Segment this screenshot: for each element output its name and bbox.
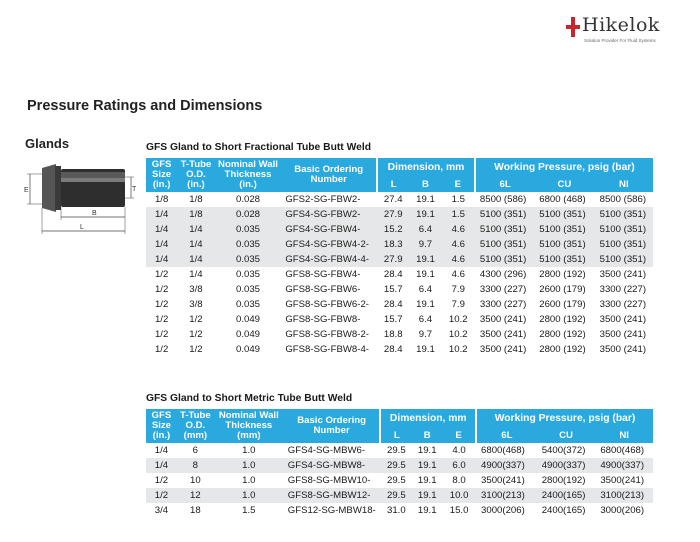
cell-l: 28.4 bbox=[383, 299, 403, 310]
cell-size: 1/4 bbox=[146, 207, 177, 222]
cell-wall: 0.035 bbox=[235, 269, 260, 280]
cell-ni: 3300 (227) bbox=[599, 284, 647, 295]
cell-b: 19.1 bbox=[416, 194, 435, 205]
header-ordering: Basic Ordering Number bbox=[284, 409, 381, 443]
cell-wall: 1.0 bbox=[214, 488, 284, 503]
cell-od: 3/8 bbox=[189, 284, 203, 295]
cell-b: 6.4 bbox=[418, 314, 433, 325]
header-wall: Nominal Wall Thickness (in.) bbox=[215, 158, 282, 192]
cell-l: 18.8 bbox=[383, 329, 403, 340]
cell-wall: 0.049 bbox=[235, 344, 260, 355]
brand-tagline: Solution Provider For Fluid Systems bbox=[584, 38, 656, 43]
header-ordering: Basic Ordering Number bbox=[281, 158, 377, 192]
cell-cu: 2400(165) bbox=[537, 488, 596, 503]
diagram-label-l: L bbox=[80, 224, 84, 231]
cell-wall: 0.035 bbox=[215, 222, 282, 237]
header-ni: NI bbox=[595, 429, 653, 443]
cell-od: 1/2 bbox=[189, 314, 203, 325]
cell-wall: 1.0 bbox=[242, 475, 256, 486]
cell-size: 1/2 bbox=[154, 299, 169, 310]
diagram-label-e: E bbox=[24, 187, 29, 194]
cell-l: 15.7 bbox=[383, 284, 403, 295]
cell-ord: GFS4-SG-FBW4-2- bbox=[281, 237, 377, 252]
cell-ni: 3500 (241) bbox=[599, 314, 647, 325]
cell-p6l: 8500 (586) bbox=[479, 194, 527, 205]
cell-ord: GFS4-SG-FBW2- bbox=[281, 207, 377, 222]
cell-od: 6 bbox=[192, 445, 199, 456]
cell-l: 15.7 bbox=[383, 314, 403, 325]
table-row bbox=[146, 312, 653, 327]
header-l: L bbox=[380, 429, 412, 443]
cell-ni: 8500 (586) bbox=[599, 194, 647, 205]
header-pressure: Working Pressure, psig (bar) bbox=[476, 409, 653, 429]
cell-p6l: 5100 (351) bbox=[475, 222, 534, 237]
cell-p6l: 6800(468) bbox=[481, 445, 525, 456]
cell-od: 1/4 bbox=[189, 269, 203, 280]
cell-l: 29.5 bbox=[387, 475, 406, 486]
cell-od: 18 bbox=[190, 505, 201, 516]
cell-size: 1/4 bbox=[146, 252, 177, 267]
cell-ni: 5100 (351) bbox=[595, 252, 653, 267]
cell-l: 28.4 bbox=[383, 344, 403, 355]
table-row bbox=[146, 267, 653, 282]
cell-size: 1/4 bbox=[154, 445, 169, 456]
header-b: B bbox=[412, 429, 442, 443]
cell-wall: 0.049 bbox=[235, 314, 260, 325]
header-pressure: Working Pressure, psig (bar) bbox=[475, 158, 653, 178]
cell-size: 1/8 bbox=[154, 194, 169, 205]
cell-p6l: 4300 (296) bbox=[479, 269, 527, 280]
header-6l: 6L bbox=[475, 178, 534, 192]
header-size: GFS Size (in.) bbox=[146, 158, 177, 192]
table-row bbox=[146, 327, 653, 342]
cell-ord: GFS4-SG-FBW4- bbox=[281, 222, 377, 237]
cell-p6l: 3300 (227) bbox=[479, 284, 527, 295]
table2-title: GFS Gland to Short Metric Tube Butt Weld bbox=[146, 393, 353, 404]
cell-od: 12 bbox=[177, 488, 214, 503]
cell-ord: GFS8-SG-MBW12- bbox=[284, 488, 381, 503]
cell-b: 9.7 bbox=[409, 237, 441, 252]
cell-l: 29.5 bbox=[387, 445, 406, 456]
table-row bbox=[146, 488, 653, 503]
table-row bbox=[146, 207, 653, 222]
cell-p6l: 5100 (351) bbox=[475, 237, 534, 252]
cell-e: 8.0 bbox=[452, 475, 466, 486]
cell-wall: 0.028 bbox=[235, 194, 260, 205]
diagram-label-b: B bbox=[92, 210, 97, 217]
cell-cu: 5100 (351) bbox=[534, 252, 594, 267]
cell-od: 10 bbox=[190, 475, 201, 486]
cell-ni: 3500 (241) bbox=[599, 344, 647, 355]
cell-size: 1/4 bbox=[146, 237, 177, 252]
cell-ord: GFS8-SG-FBW8- bbox=[285, 314, 361, 325]
cell-cu: 2400(165) bbox=[541, 505, 586, 516]
cell-e: 10.0 bbox=[442, 488, 476, 503]
cell-p6l: 4900(337) bbox=[476, 458, 537, 473]
cell-ord: GFS2-SG-FBW2- bbox=[285, 194, 361, 205]
cell-cu: 2800 (192) bbox=[539, 314, 586, 325]
cell-ord: GFS8-SG-FBW8-4- bbox=[285, 344, 369, 355]
cell-b: 19.1 bbox=[416, 299, 435, 310]
header-wall: Nominal Wall Thickness (mm) bbox=[214, 409, 284, 443]
cell-p6l: 5100 (351) bbox=[475, 252, 534, 267]
cell-size: 1/4 bbox=[146, 222, 177, 237]
cell-ni: 3300 (227) bbox=[599, 299, 647, 310]
cell-ni: 5100 (351) bbox=[595, 207, 653, 222]
logo-mark-icon bbox=[566, 17, 580, 37]
metric-table bbox=[146, 409, 653, 518]
cell-l: 18.3 bbox=[377, 237, 409, 252]
header-cu: CU bbox=[534, 178, 594, 192]
cell-cu: 5100 (351) bbox=[534, 237, 594, 252]
cell-p6l: 3500 (241) bbox=[479, 329, 527, 340]
table-row bbox=[146, 237, 653, 252]
cell-ord: GFS8-SG-FBW4- bbox=[285, 269, 361, 280]
cell-wall: 0.035 bbox=[235, 299, 260, 310]
cell-l: 29.5 bbox=[380, 488, 412, 503]
cell-size: 1/2 bbox=[154, 269, 169, 280]
header-6l: 6L bbox=[476, 429, 537, 443]
cell-b: 19.1 bbox=[417, 445, 437, 456]
cell-cu: 5400(372) bbox=[541, 445, 586, 456]
header-dimension: Dimension, mm bbox=[380, 409, 476, 429]
cell-cu: 2800(192) bbox=[541, 475, 586, 486]
cell-b: 6.4 bbox=[409, 222, 441, 237]
cell-p6l: 3000(206) bbox=[481, 505, 525, 516]
header-size: GFS Size (in.) bbox=[146, 409, 177, 443]
cell-l: 29.5 bbox=[380, 458, 412, 473]
cell-cu: 2800 (192) bbox=[539, 344, 586, 355]
cell-ord: GFS4-SG-MBW6- bbox=[287, 445, 366, 456]
cell-b: 19.1 bbox=[416, 344, 435, 355]
diagram-label-t: T bbox=[132, 186, 137, 193]
header-od: T-Tube O.D. (in.) bbox=[177, 158, 214, 192]
cell-b: 19.1 bbox=[417, 475, 437, 486]
cell-e: 4.6 bbox=[442, 252, 475, 267]
cell-ord: GFS8-SG-FBW6-2- bbox=[285, 299, 369, 310]
cell-ni: 3500(241) bbox=[600, 475, 645, 486]
brand-logo bbox=[566, 14, 676, 46]
table1-title: GFS Gland to Short Fractional Tube Butt Weld bbox=[146, 142, 372, 153]
cell-size: 1/2 bbox=[154, 329, 169, 340]
table-row bbox=[146, 342, 653, 357]
header-ni: NI bbox=[595, 178, 653, 192]
cell-p6l: 3300 (227) bbox=[479, 299, 527, 310]
header-e: E bbox=[442, 429, 476, 443]
header-cu: CU bbox=[537, 429, 596, 443]
cell-b: 19.1 bbox=[412, 488, 442, 503]
table-row bbox=[146, 443, 653, 458]
cell-e: 1.5 bbox=[451, 194, 465, 205]
cell-e: 7.9 bbox=[451, 299, 465, 310]
header-dimension: Dimension, mm bbox=[377, 158, 475, 178]
cell-e: 10.2 bbox=[448, 329, 468, 340]
table-row bbox=[146, 297, 653, 312]
cell-ord: GFS4-SG-FBW4-4- bbox=[281, 252, 377, 267]
cell-od: 1/2 bbox=[189, 329, 203, 340]
cell-b: 19.1 bbox=[409, 252, 441, 267]
header-l: L bbox=[377, 178, 409, 192]
cell-ord: GFS4-SG-MBW8- bbox=[284, 458, 381, 473]
cell-size: 1/2 bbox=[154, 284, 169, 295]
cell-wall: 0.049 bbox=[235, 329, 260, 340]
cell-b: 6.4 bbox=[418, 284, 433, 295]
cell-od: 1/4 bbox=[177, 252, 214, 267]
cell-e: 1.5 bbox=[442, 207, 475, 222]
cell-ni: 4900(337) bbox=[595, 458, 653, 473]
cell-p6l: 5100 (351) bbox=[475, 207, 534, 222]
cell-p6l: 3500 (241) bbox=[479, 344, 527, 355]
fractional-table bbox=[146, 158, 653, 357]
cell-wall: 0.035 bbox=[215, 252, 282, 267]
cell-od: 1/4 bbox=[177, 237, 214, 252]
header-e: E bbox=[442, 178, 475, 192]
table-row bbox=[146, 503, 653, 518]
cell-ni: 3500 (241) bbox=[599, 329, 647, 340]
cell-cu: 5100 (351) bbox=[534, 207, 594, 222]
cell-p6l: 3500 (241) bbox=[479, 314, 527, 325]
cell-ni: 3000(206) bbox=[600, 505, 645, 516]
cell-e: 4.6 bbox=[451, 269, 465, 280]
cell-cu: 2600 (179) bbox=[539, 284, 586, 295]
cell-l: 28.4 bbox=[383, 269, 403, 280]
cell-size: 1/2 bbox=[154, 344, 169, 355]
cell-cu: 4900(337) bbox=[537, 458, 596, 473]
cell-ord: GFS8-SG-MBW10- bbox=[287, 475, 371, 486]
gland-diagram bbox=[22, 152, 140, 242]
cell-od: 8 bbox=[177, 458, 214, 473]
cell-e: 10.2 bbox=[448, 314, 468, 325]
cell-l: 27.9 bbox=[377, 207, 409, 222]
cell-wall: 0.035 bbox=[235, 284, 260, 295]
table-row bbox=[146, 222, 653, 237]
cell-size: 1/2 bbox=[146, 488, 177, 503]
table-row bbox=[146, 282, 653, 297]
cell-size: 1/2 bbox=[154, 475, 169, 486]
table-row bbox=[146, 473, 653, 488]
cell-wall: 0.028 bbox=[215, 207, 282, 222]
cell-b: 19.1 bbox=[416, 269, 435, 280]
cell-ni: 5100 (351) bbox=[595, 222, 653, 237]
cell-ni: 3500 (241) bbox=[599, 269, 647, 280]
header-b: B bbox=[409, 178, 441, 192]
cell-b: 19.1 bbox=[409, 207, 441, 222]
glands-title: Glands bbox=[25, 136, 70, 151]
cell-ni: 5100 (351) bbox=[595, 237, 653, 252]
table-row bbox=[146, 252, 653, 267]
cell-e: 4.6 bbox=[442, 237, 475, 252]
table-row bbox=[146, 458, 653, 473]
cell-size: 1/4 bbox=[146, 458, 177, 473]
cell-p6l: 3500(241) bbox=[481, 475, 525, 486]
cell-ord: GFS8-SG-FBW6- bbox=[285, 284, 361, 295]
cell-od: 1/2 bbox=[189, 344, 203, 355]
cell-od: 1/8 bbox=[177, 207, 214, 222]
section-title: Pressure Ratings and Dimensions bbox=[27, 98, 263, 114]
cell-cu: 6800 (468) bbox=[539, 194, 586, 205]
cell-e: 10.2 bbox=[448, 344, 468, 355]
cell-l: 27.9 bbox=[377, 252, 409, 267]
cell-e: 4.0 bbox=[452, 445, 466, 456]
cell-wall: 1.0 bbox=[214, 458, 284, 473]
cell-wall: 1.5 bbox=[242, 505, 256, 516]
header-od: T-Tube O.D. (mm) bbox=[177, 409, 214, 443]
table-row bbox=[146, 192, 653, 207]
cell-e: 4.6 bbox=[442, 222, 475, 237]
cell-l: 27.4 bbox=[383, 194, 403, 205]
cell-cu: 2800 (192) bbox=[539, 329, 586, 340]
cell-ni: 3100(213) bbox=[595, 488, 653, 503]
cell-ni: 6800(468) bbox=[600, 445, 645, 456]
cell-e: 7.9 bbox=[451, 284, 465, 295]
cell-wall: 1.0 bbox=[242, 445, 256, 456]
cell-e: 15.0 bbox=[449, 505, 469, 516]
cell-p6l: 3100(213) bbox=[476, 488, 537, 503]
cell-cu: 2600 (179) bbox=[539, 299, 586, 310]
brand-name: Hikelok bbox=[582, 14, 660, 36]
cell-l: 15.2 bbox=[377, 222, 409, 237]
cell-cu: 5100 (351) bbox=[534, 222, 594, 237]
cell-wall: 0.035 bbox=[215, 237, 282, 252]
cell-ord: GFS12-SG-MBW18- bbox=[287, 505, 376, 516]
cell-cu: 2800 (192) bbox=[539, 269, 586, 280]
cell-od: 1/8 bbox=[189, 194, 203, 205]
cell-size: 3/4 bbox=[154, 505, 169, 516]
cell-l: 31.0 bbox=[387, 505, 406, 516]
cell-od: 3/8 bbox=[189, 299, 203, 310]
cell-size: 1/2 bbox=[154, 314, 169, 325]
cell-od: 1/4 bbox=[177, 222, 214, 237]
cell-b: 19.1 bbox=[412, 458, 442, 473]
cell-b: 9.7 bbox=[418, 329, 433, 340]
cell-ord: GFS8-SG-FBW8-2- bbox=[285, 329, 369, 340]
cell-b: 19.1 bbox=[417, 505, 437, 516]
cell-e: 6.0 bbox=[442, 458, 476, 473]
